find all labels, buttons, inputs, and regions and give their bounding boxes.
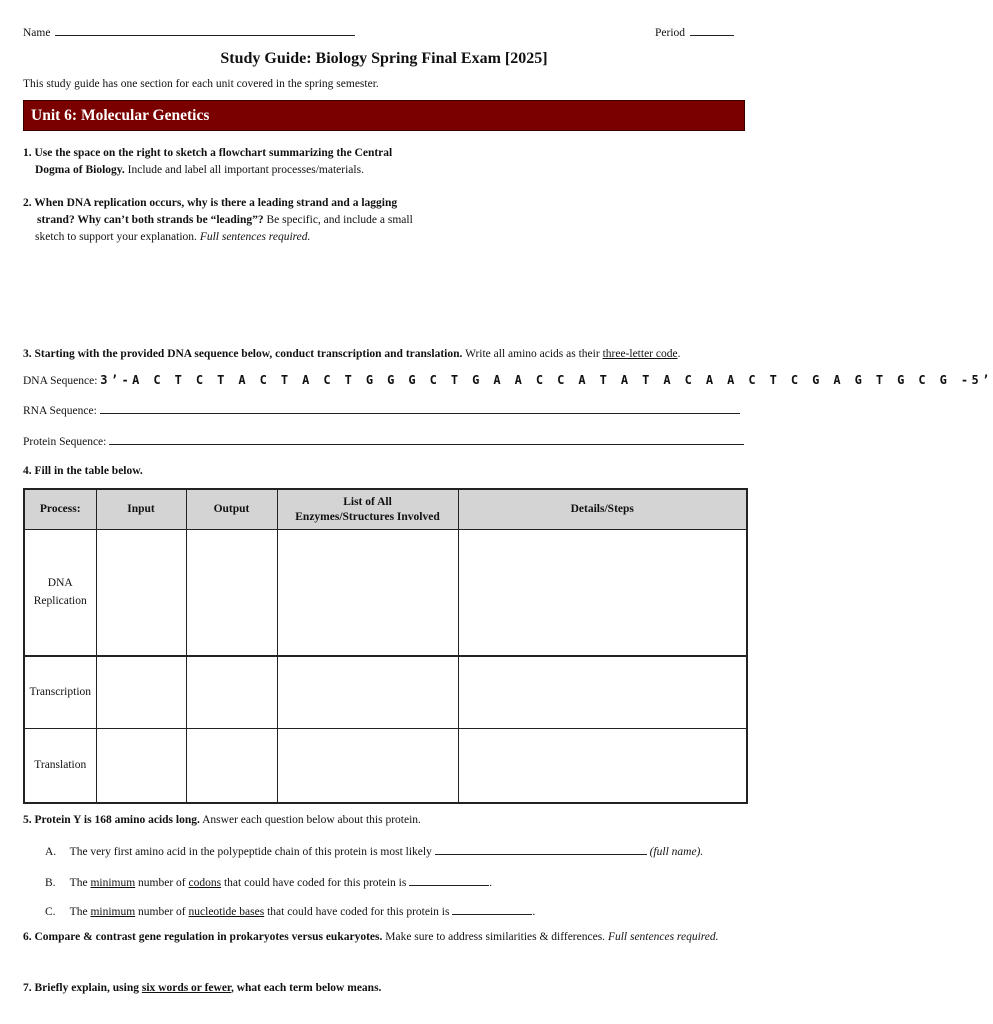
period-blank[interactable] <box>690 24 734 36</box>
q5-prompt: 5. Protein Y is 168 amino acids long. Answer each question below about this protein. <box>23 814 421 826</box>
cell-input[interactable] <box>96 729 186 803</box>
q5-item-a: A. The very first amino acid in the polypeptide chain of this protein is most likely (full name). <box>45 843 703 861</box>
cell-input[interactable] <box>96 530 186 656</box>
header-process: Process: <box>24 489 96 530</box>
cell-details[interactable] <box>458 530 747 656</box>
cell-output[interactable] <box>186 729 277 803</box>
q5-item-c: C. The minimum number of nucleotide bases that could have coded for this protein is . <box>45 903 535 921</box>
q7-prompt: 7. Briefly explain, using six words or fewer, what each term below means. <box>23 982 382 994</box>
cell-enzymes[interactable] <box>277 656 458 729</box>
period-field <box>655 24 734 42</box>
process-table <box>23 488 748 804</box>
q5c-blank[interactable] <box>452 903 532 915</box>
table-row <box>24 729 747 803</box>
q1-line2: Dogma of Biology. Include and label all important processes/materials. <box>35 164 364 176</box>
rna-label: RNA Sequence: <box>23 405 97 417</box>
q3-prompt: 3. Starting with the provided DNA sequence below, conduct transcription and translation. Write all amino acids as their three-letter code. <box>23 348 681 360</box>
q4-prompt: 4. Fill in the table below. <box>23 465 143 477</box>
q2-line3: sketch to support your explanation. Full sentences required. <box>35 231 311 243</box>
cell-details[interactable] <box>458 656 747 729</box>
q2-line2: strand? Why can’t both strands be “leading”? Be specific, and include a small <box>37 214 413 226</box>
header-enzymes: List of All Enzymes/Structures Involved <box>277 489 458 530</box>
cell-output[interactable] <box>186 656 277 729</box>
name-label: Name <box>23 27 51 39</box>
q1-line1: 1. Use the space on the right to sketch a flowchart summarizing the Central <box>23 147 393 159</box>
dna-sequence-row <box>23 372 993 390</box>
cell-enzymes[interactable] <box>277 530 458 656</box>
dna-label: DNA Sequence: <box>23 375 98 387</box>
intro-text: This study guide has one section for each unit covered in the spring semester. <box>23 78 379 90</box>
period-label: Period <box>655 27 686 39</box>
cell-output[interactable] <box>186 530 277 656</box>
cell-details[interactable] <box>458 729 747 803</box>
unit-banner <box>23 100 745 131</box>
rna-blank[interactable] <box>100 402 740 414</box>
q2-line1: 2. When DNA replication occurs, why is there a leading strand and a lagging <box>23 197 398 209</box>
table-header-row <box>24 489 747 530</box>
table-row <box>24 530 747 656</box>
q5b-blank[interactable] <box>409 874 489 886</box>
page-title: Study Guide: Biology Spring Final Exam [2025] <box>220 50 548 67</box>
name-blank[interactable] <box>55 24 355 36</box>
name-field <box>23 24 355 42</box>
header-input: Input <box>96 489 186 530</box>
unit-title: Unit 6: Molecular Genetics <box>31 107 210 124</box>
dna-sequence: 3’-A C T C T A C T A C T G G G C T G A A C C A T A T A C A A C T C G A G T G C G -5’ <box>100 373 993 387</box>
rna-sequence-row <box>23 402 740 420</box>
header-output: Output <box>186 489 277 530</box>
protein-sequence-row <box>23 433 744 451</box>
row-label-dna-replication: DNA Replication <box>24 530 96 656</box>
q6-prompt: 6. Compare & contrast gene regulation in prokaryotes versus eukaryotes. Make sure to address similarities & differences. Full sentences required. <box>23 931 719 943</box>
protein-blank[interactable] <box>109 433 744 445</box>
q5-item-b: B. The minimum number of codons that could have coded for this protein is . <box>45 874 492 892</box>
cell-input[interactable] <box>96 656 186 729</box>
row-label-transcription: Transcription <box>24 656 96 729</box>
cell-enzymes[interactable] <box>277 729 458 803</box>
q5a-blank[interactable] <box>435 843 647 855</box>
protein-label: Protein Sequence: <box>23 436 107 448</box>
table-row <box>24 656 747 729</box>
row-label-translation: Translation <box>24 729 96 803</box>
header-details: Details/Steps <box>458 489 747 530</box>
